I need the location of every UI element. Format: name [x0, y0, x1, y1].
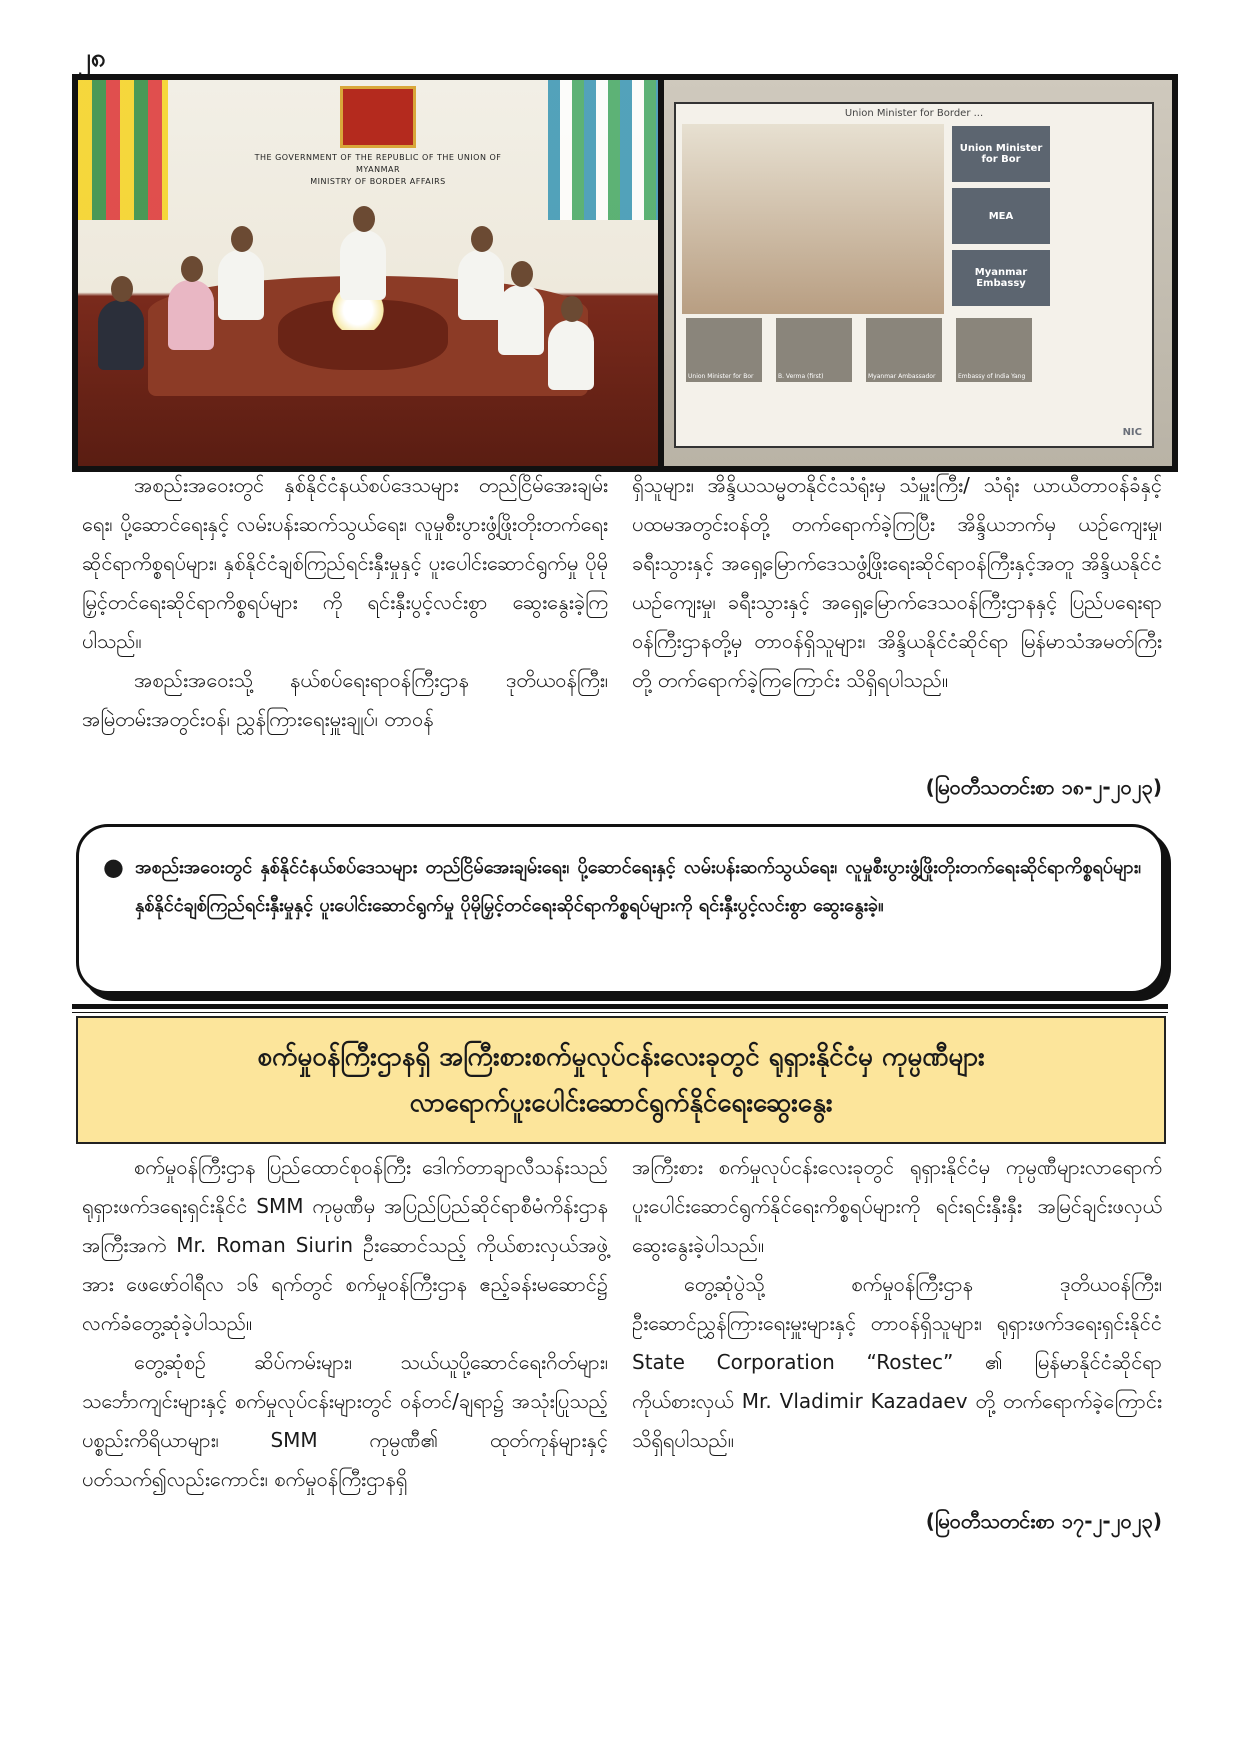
bullet-icon: ●	[103, 853, 124, 881]
paragraph: အကြီးစား စက်မှုလုပ်ငန်းလေးခုတွင် ရုရှားနိုင်ငံမှ ကုမ္ပဏီများလာရောက်ပူးပေါင်းဆောင်ရွက်နိုင်ရေးကိစ္စရပ်များကို ရင်းရင်းနှီးနှီး အမြင်ချင်းဖလှယ် ဆွေးနွေးခဲ့ပါသည်။	[632, 1155, 1162, 1257]
section-divider	[72, 1004, 1168, 1009]
attendee	[548, 320, 594, 390]
participant-thumbnail	[866, 318, 942, 382]
article1-column-left	[82, 466, 608, 739]
highlight-callout	[76, 824, 1164, 994]
attendee	[168, 280, 214, 350]
headline-line: စက်မှုဝန်ကြီးဌာနရှိ အကြီးစားစက်မှုလုပ်ငန်းလေးခုတွင် ရုရှားနိုင်ငံမှ ကုမ္ပဏီများ	[257, 1042, 985, 1072]
section-divider-thin	[72, 1012, 1168, 1013]
photo-strip	[72, 74, 1178, 472]
paragraph: အစည်းအဝေးတွင် နှစ်နိုင်ငံနယ်စပ်ဒေသများ တည်ငြိမ်အေးချမ်းရေး၊ ပို့ဆောင်ရေးနှင့် လမ်းပန်းဆက်သွယ်ရေး၊ လူမှုစီးပွားဖွံ့ဖြိုးတိုးတက်ရေးဆိုင်ရာကိစ္စရပ်များ၊ နှစ်နိုင်ငံချစ်ကြည်ရင်းနှီးမှုနှင့် ပူးပေါင်းဆောင်ရွက်မှု ပိုမိုမြှင့်တင်ရေးဆိုင်ရာကိစ္စရပ်များ ကို ရင်းနှီးပွင့်လင်းစွာ ဆွေးနွေးခဲ့ကြပါသည်။	[82, 473, 608, 653]
participant-thumbnail	[956, 318, 1032, 382]
thumbnail-caption: Union Minister for Bor	[688, 373, 754, 380]
video-conference-photo	[664, 80, 1172, 466]
article2-headline	[76, 1016, 1166, 1144]
thumbnail-caption: Embassy of India Yang	[958, 373, 1026, 380]
article1-source: (မြဝတီသတင်းစာ ၁၈-၂-၂၀၂၃)	[925, 775, 1162, 799]
article2-source: (မြဝတီသတင်းစာ ၁၇-၂-၂၀၂၃)	[925, 1509, 1162, 1533]
flag-banner-right	[548, 80, 658, 220]
conference-screen	[674, 102, 1154, 448]
article1-column-right	[632, 466, 1162, 700]
ministry-sign-line2: MINISTRY OF BORDER AFFAIRS	[310, 177, 446, 186]
paragraph: အစည်းအဝေးသို့ နယ်စပ်ရေးရာဝန်ကြီးဌာန ဒုတိယဝန်ကြီး၊ အမြဲတမ်းအတွင်းဝန်၊ ညွှန်ကြားရေးမှူးချုပ်၊ တာဝန်	[82, 668, 608, 731]
flag-banner-left	[78, 80, 168, 220]
participant-thumbnail	[776, 318, 852, 382]
window-title: Union Minister for Border ...	[844, 108, 984, 119]
page-number: ၂၈	[78, 43, 106, 73]
article2-column-right	[632, 1148, 1162, 1460]
main-video-feed	[682, 124, 944, 314]
thumbnail-caption: Myanmar Ambassador	[868, 373, 936, 380]
nic-logo: NIC	[1122, 427, 1142, 438]
attendee	[498, 285, 544, 355]
participant-label: Myanmar Embassy	[952, 250, 1050, 306]
paragraph: စက်မှုဝန်ကြီးဌာန ပြည်ထောင်စုဝန်ကြီး ဒေါက်တာချာလီသန်းသည် ရုရှားဖက်ဒရေးရှင်းနိုင်ငံ SMM ကုမ္ပဏီမှ အပြည်ပြည်ဆိုင်ရာစီမံကိန်းဌာနအကြီးအကဲ Mr. Roman Siurin ဦးဆောင်သည့် ကိုယ်စားလှယ်အဖွဲ့အား ဖေဖော်ဝါရီလ ၁၆ ရက်တွင် စက်မှုဝန်ကြီးဌာန ဧည့်ခန်းမဆောင်၌ လက်ခံတွေ့ဆုံခဲ့ပါသည်။	[82, 1155, 608, 1335]
paragraph: တွေ့ဆုံစဉ် ဆိပ်ကမ်းများ၊ သယ်ယူပို့ဆောင်ရေးဂိတ်များ၊ သင်္ဘောကျင်းများနှင့် စက်မှုလုပ်ငန်းများတွင် ဝန်တင်/ချရာ၌ အသုံးပြုသည့် ပစ္စည်းကိရိယာများ၊ SMM ကုမ္ပဏီ၏ ထုတ်ကုန်များနှင့်ပတ်သက်၍လည်းကောင်း၊ စက်မှုဝန်ကြီးဌာနရှိ	[82, 1350, 608, 1491]
attendee	[340, 230, 386, 300]
article2-column-left	[82, 1148, 608, 1499]
headline-line: လာရောက်ပူးပေါင်းဆောင်ရွက်နိုင်ရေးဆွေးနွေး	[409, 1088, 833, 1118]
attendee	[98, 300, 144, 370]
paragraph: တွေ့ဆုံပွဲသို့ စက်မှုဝန်ကြီးဌာန ဒုတိယဝန်ကြီး၊ ဦးဆောင်ညွှန်ကြားရေးမှူးများနှင့် တာဝန်ရှိသူများ၊ ရုရှားဖက်ဒရေးရှင်းနိုင်ငံ State Corporation “Rostec” ၏ မြန်မာနိုင်ငံဆိုင်ရာကိုယ်စားလှယ် Mr. Vladimir Kazadaev တို့ တက်ရောက်ခဲ့ကြောင်း သိရှိရပါသည်။	[632, 1272, 1162, 1452]
participant-label: Union Minister for Bor	[952, 126, 1050, 182]
participant-thumbnail	[686, 318, 762, 382]
paragraph: ရှိသူများ၊ အိန္ဒိယသမ္မတနိုင်ငံသံရုံးမှ သံမှူးကြီး/ သံရုံး ယာယီတာဝန်ခံနှင့် ပထမအတွင်းဝန်တို့ တက်ရောက်ခဲ့ကြပြီး အိန္ဒိယဘက်မှ ယဉ်ကျေးမှု၊ ခရီးသွားနှင့် အရှေ့မြောက်ဒေသဖွံ့ဖြိုးရေးဆိုင်ရာဝန်ကြီးနှင့်အတူ အိန္ဒိယနိုင်ငံ ယဉ်ကျေးမှု၊ ခရီးသွားနှင့် အရှေ့မြောက်ဒေသဝန်ကြီးဌာနနှင့် ပြည်ပရေးရာဝန်ကြီးဌာနတို့မှ တာဝန်ရှိသူများ၊ အိန္ဒိယနိုင်ငံဆိုင်ရာ မြန်မာသံအမတ်ကြီးတို့ တက်ရောက်ခဲ့ကြကြောင်း သိရှိရပါသည်။	[632, 473, 1162, 692]
highlight-text: အစည်းအဝေးတွင် နှစ်နိုင်ငံနယ်စပ်ဒေသများ တည်ငြိမ်အေးချမ်းရေး၊ ပို့ဆောင်ရေးနှင့် လမ်းပန်းဆက်သွယ်ရေး၊ လူမှုစီးပွားဖွံ့ဖြိုးတိုးတက်ရေးဆိုင်ရာကိစ္စရပ်များ၊ နှစ်နိုင်ငံချစ်ကြည်ရင်းနှီးမှုနှင့် ပူးပေါင်းဆောင်ရွက်မှု ပိုမိုမြှင့်တင်ရေးဆိုင်ရာကိစ္စရပ်များကို ရင်းနှီးပွင့်လင်းစွာ ဆွေးနွေးခဲ့။	[135, 857, 1141, 916]
state-emblem	[340, 86, 416, 148]
meeting-room-photo	[78, 80, 658, 466]
participant-label: MEA	[952, 188, 1050, 244]
ministry-sign-line1: THE GOVERNMENT OF THE REPUBLIC OF THE UNION OF MYANMAR	[254, 153, 502, 174]
ministry-sign	[248, 152, 508, 188]
thumbnail-caption: B. Verma (first)	[778, 373, 824, 380]
attendee	[218, 250, 264, 320]
